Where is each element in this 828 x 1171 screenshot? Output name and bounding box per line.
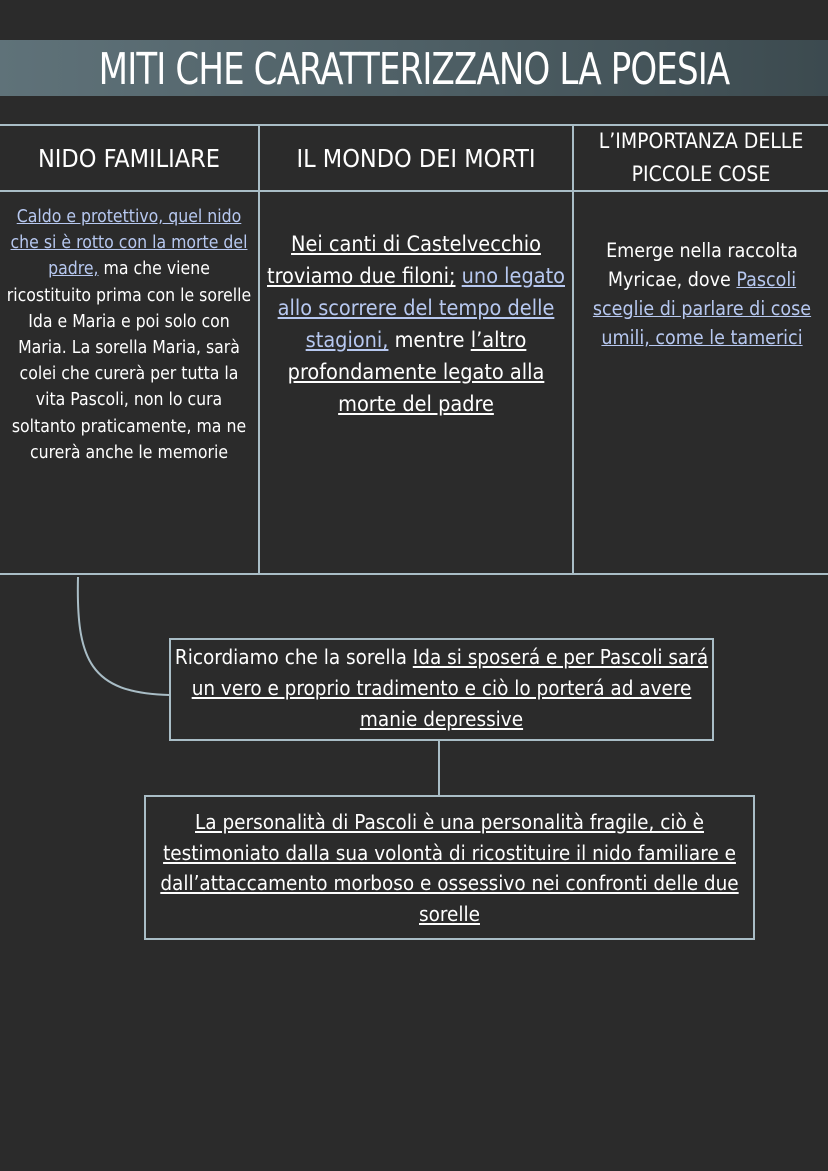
header-piccole-cose: L’IMPORTANZA DELLE PICCOLE COSE bbox=[598, 129, 804, 186]
box2-text: La personalità di Pascoli è una personalità fragile, ciò è testimoniato dalla sua volontà di ricostituire il nido familiare e dall’attaccamento morboso e ossessivo nei confronti delle due sorelle bbox=[160, 810, 739, 926]
cose-text-a: Emerge nella raccolta Myricae, dove bbox=[606, 239, 798, 291]
connector-nido-to-box1 bbox=[78, 577, 169, 695]
header-nido-familiare: NIDO FAMILIARE bbox=[37, 143, 221, 173]
header-mondo-dei-morti: IL MONDO DEI MORTI bbox=[296, 143, 536, 173]
note-box-ida bbox=[169, 638, 714, 741]
nido-body-text: ma che viene ricostituito prima con le sorelle Ida e Maria e poi solo con Maria. La sorella Maria, sarà colei che curerà per tutta la vita Pascoli, non lo cura soltanto praticamente, ma ne curerà anche le memorie bbox=[6, 259, 252, 463]
box1-text-a: Ricordiamo che la sorella bbox=[174, 645, 413, 669]
morti-highlight-text: uno legato allo scorrere del tempo delle stagioni, bbox=[277, 264, 565, 353]
morti-text-d: l’altro profondamente legato alla morte del padre bbox=[287, 328, 545, 417]
morti-text-c: mentre bbox=[388, 328, 471, 353]
nido-highlight-text: Caldo e protettivo, quel nido che si è rotto con la morte del padre, bbox=[10, 207, 248, 280]
page-title: MITI CHE CARATTERIZZANO LA POESIA bbox=[98, 44, 730, 95]
cose-highlight-text: Pascoli sceglie di parlare di cose umili, come le tamerici bbox=[592, 268, 812, 349]
morti-text-a: Nei canti di Castelvecchio troviamo due filoni; bbox=[267, 232, 541, 289]
note-box-personalita bbox=[144, 795, 755, 940]
box1-text-b: Ida si sposerá e per Pascoli sará un vero e proprio tradimento e ciò lo porterá ad avere manie depressive bbox=[191, 645, 709, 731]
